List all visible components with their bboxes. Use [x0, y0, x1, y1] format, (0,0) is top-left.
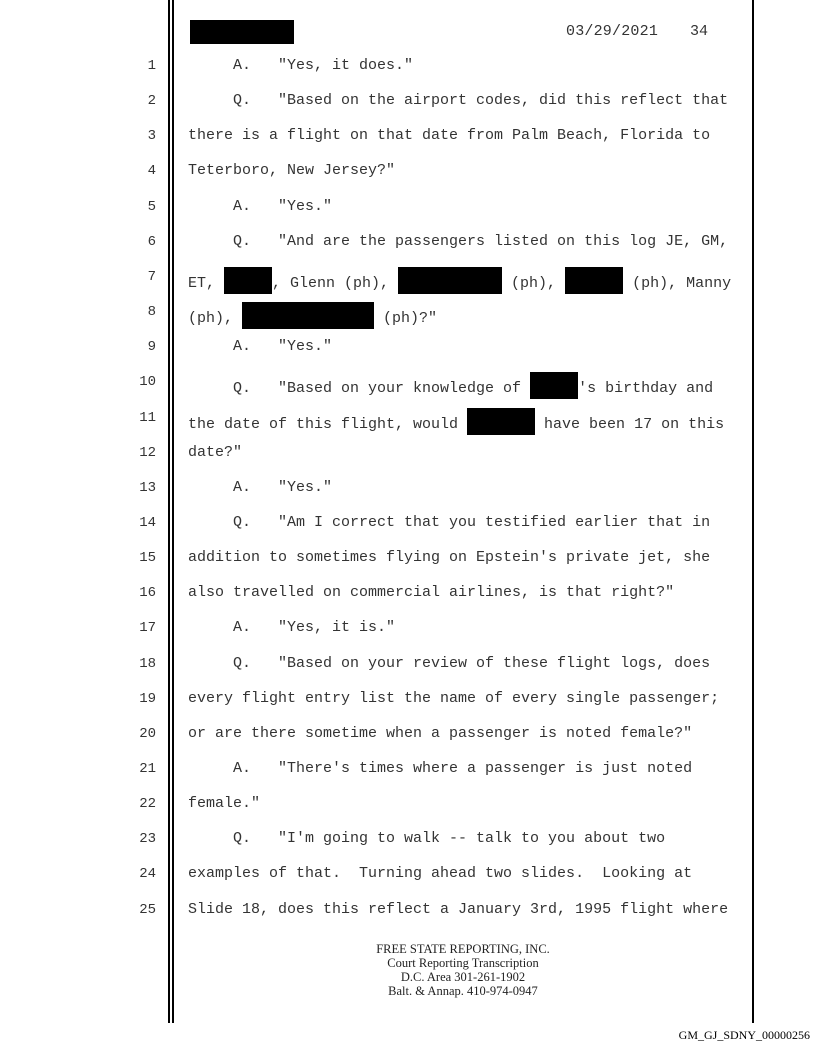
line-text: [188, 372, 713, 399]
page-header: [0, 20, 816, 46]
transcript-line: [0, 197, 816, 232]
line-number: 17: [139, 620, 156, 637]
line-text: [188, 724, 692, 744]
line-text-segment: A. "Yes.": [188, 338, 333, 356]
line-text-segment: A. "Yes, it is.": [188, 619, 396, 637]
transcript-line: [0, 372, 816, 407]
line-number: 13: [139, 479, 156, 496]
line-text-segment: also travelled on commercial airlines, is that right?": [188, 584, 675, 602]
line-text-segment: (ph),: [188, 310, 243, 328]
page-number: 34: [690, 23, 709, 40]
line-text: [188, 408, 724, 435]
transcript-line: [0, 161, 816, 196]
line-text: [188, 443, 242, 463]
line-text: [188, 197, 332, 217]
redaction-block: [224, 267, 272, 294]
transcript-line: [0, 724, 816, 759]
line-number: 23: [139, 831, 156, 848]
redaction-block: [398, 267, 502, 294]
line-number: 22: [139, 796, 156, 813]
line-text: [188, 689, 719, 709]
line-text: [188, 618, 395, 638]
reporter-footer: [300, 942, 626, 998]
line-text-segment: Slide 18, does this reflect a January 3rd, 1995 flight where: [188, 900, 729, 918]
line-number: 10: [139, 374, 156, 391]
line-number: 7: [147, 268, 156, 285]
transcript-line: [0, 548, 816, 583]
line-text-segment: Q. "Based on your knowledge of: [188, 380, 531, 398]
reporter-name: FREE STATE REPORTING, INC.: [376, 942, 550, 956]
bates-number: GM_GJ_SDNY_00000256: [678, 1028, 810, 1042]
line-text: [188, 91, 728, 111]
transcript-line: [0, 56, 816, 91]
line-text-segment: date?": [188, 443, 243, 461]
line-text-segment: examples of that. Turning ahead two slides. Looking at: [188, 865, 693, 883]
line-number: 5: [147, 198, 156, 215]
line-number: 12: [139, 444, 156, 461]
line-text-segment: A. "Yes.": [188, 478, 333, 496]
line-text-segment: , Glenn (ph),: [272, 274, 399, 292]
transcript-line: [0, 583, 816, 618]
line-number: 24: [139, 866, 156, 883]
line-text: [188, 759, 692, 779]
line-text-segment: Q. "Am I correct that you testified earlier that in: [188, 513, 711, 531]
transcript-line: [0, 618, 816, 653]
transcript-line: [0, 759, 816, 794]
transcript-line: [0, 232, 816, 267]
transcript-line: [0, 689, 816, 724]
line-text: [188, 654, 710, 674]
line-text-segment: (ph),: [502, 274, 566, 292]
line-number: 11: [139, 409, 156, 426]
line-text: [188, 126, 710, 146]
line-number: 2: [147, 93, 156, 110]
redaction-block: [565, 267, 623, 294]
line-text-segment: Q. "Based on your review of these flight logs, does: [188, 654, 711, 672]
line-text-segment: there is a flight on that date from Palm Beach, Florida to: [188, 127, 711, 145]
line-text-segment: every flight entry list the name of every single passenger;: [188, 689, 720, 707]
transcript-line: [0, 654, 816, 689]
line-text: [188, 900, 728, 920]
redaction-block: [190, 20, 294, 44]
line-text-segment: ET,: [188, 274, 225, 292]
transcript-line: [0, 829, 816, 864]
line-text: [188, 829, 665, 849]
line-number: 18: [139, 655, 156, 672]
transcript-line: [0, 513, 816, 548]
transcript-line: [0, 794, 816, 829]
line-text: [188, 232, 728, 252]
transcript-date: 03/29/2021: [566, 23, 659, 40]
transcript-line: [0, 408, 816, 443]
line-text-segment: Teterboro, New Jersey?": [188, 162, 396, 180]
line-number: 1: [147, 58, 156, 74]
transcript-line: [0, 900, 816, 935]
line-number: 6: [147, 233, 156, 250]
line-text-segment: or are there sometime when a passenger is noted female?": [188, 724, 693, 742]
line-number: 15: [139, 550, 156, 567]
transcript-line: [0, 91, 816, 126]
line-number: 16: [139, 585, 156, 602]
line-text-segment: Q. "Based on the airport codes, did this reflect that: [188, 92, 729, 110]
line-text-segment: 's birthday and: [578, 380, 714, 398]
line-text: [188, 56, 413, 76]
line-text-segment: Q. "I'm going to walk -- talk to you about two: [188, 830, 666, 848]
line-text-segment: addition to sometimes flying on Epstein's private jet, she: [188, 549, 711, 567]
line-text-segment: (ph), Manny: [623, 274, 732, 292]
redaction-block: [242, 302, 374, 329]
line-number: 20: [139, 725, 156, 742]
line-number: 4: [147, 163, 156, 180]
line-text: [188, 478, 332, 498]
transcript-line: [0, 302, 816, 337]
line-number: 25: [139, 901, 156, 918]
reporter-phone-balt: Balt. & Annap. 410-974-0947: [388, 984, 538, 998]
redaction-block: [530, 372, 578, 399]
line-text-segment: A. "Yes, it does.": [188, 57, 414, 74]
line-text-segment: female.": [188, 795, 261, 813]
transcript-line: [0, 126, 816, 161]
line-text: [188, 337, 332, 357]
reporter-services: Court Reporting Transcription: [387, 956, 539, 970]
line-number: 14: [139, 514, 156, 531]
line-text: [188, 161, 395, 181]
line-text: [188, 267, 731, 294]
line-text: [188, 864, 692, 884]
line-text-segment: Q. "And are the passengers listed on this log JE, GM,: [188, 232, 729, 250]
reporter-phone-dc: D.C. Area 301-261-1902: [400, 970, 526, 984]
line-number: 8: [147, 304, 156, 321]
line-text: [188, 583, 674, 603]
redaction-block: [467, 408, 535, 435]
line-text: [188, 794, 260, 814]
transcript-line: [0, 864, 816, 899]
line-number: 9: [147, 339, 156, 356]
transcript-line: [0, 337, 816, 372]
transcript-line: [0, 267, 816, 302]
line-text: [188, 513, 710, 533]
transcript-line: [0, 478, 816, 513]
line-text: [188, 302, 437, 329]
line-text-segment: A. "Yes.": [188, 197, 333, 215]
line-number: 21: [139, 761, 156, 777]
line-number: 19: [139, 690, 156, 707]
line-text-segment: (ph)?": [374, 310, 438, 328]
line-number: 3: [147, 128, 156, 145]
line-text: [188, 548, 710, 568]
line-text-segment: have been 17 on this: [535, 415, 725, 433]
line-text-segment: the date of this flight, would: [188, 415, 468, 433]
transcript-line: [0, 443, 816, 478]
line-text-segment: A. "There's times where a passenger is just noted: [188, 760, 693, 777]
